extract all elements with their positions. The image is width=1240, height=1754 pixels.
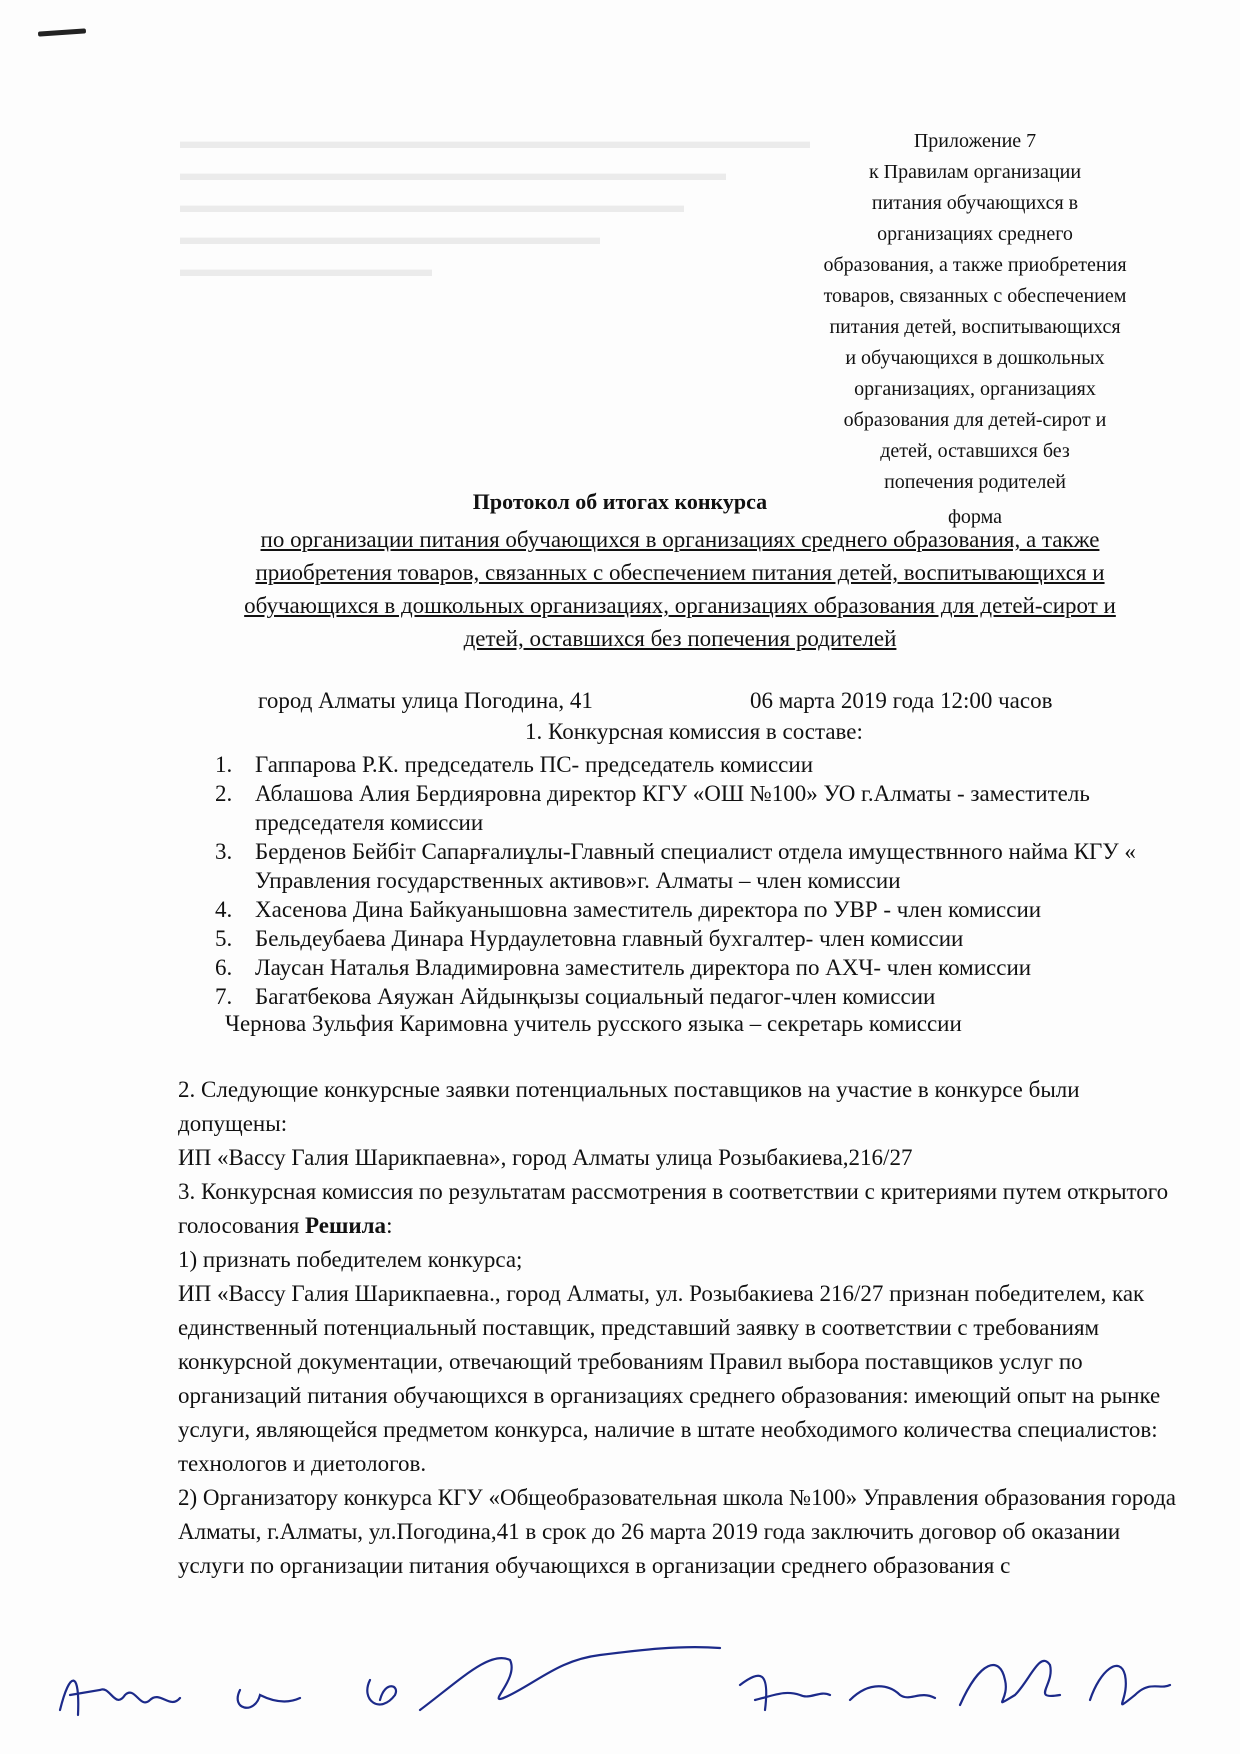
decision-1: 1) признать победителем конкурса;: [178, 1247, 523, 1272]
appendix-line: организациях среднего: [877, 223, 1073, 245]
form-label: форма: [947, 506, 1003, 528]
subtitle-line: детей, оставшихся без попечения родителей: [463, 626, 897, 651]
decision-2: 2) Организатору конкурса КГУ «Общеобразовательная школа №100» Управления образования города Алматы, г.Алматы, ул.Погодина,41 в срок до 26 марта 2019 года заключить договор об оказании услуги по организации питания обучающихся в организации среднего образования с: [178, 1485, 1176, 1578]
admitted-bidder: ИП «Вассу Галия Шарикпаевна», город Алматы улица Розыбакиева,216/27: [178, 1145, 913, 1170]
document-title: Протокол об итогах конкурса: [472, 489, 768, 514]
appendix-note: [800, 126, 1150, 533]
appendix-line: питания детей, воспитывающихся: [829, 316, 1121, 338]
section-2: 2. Следующие конкурсные заявки потенциальных поставщиков на участие в конкурсе были допущены:: [178, 1077, 1080, 1136]
list-item: 3. Берденов Бейбіт Сапарғалиұлы-Главный специалист отдела имуществнного найма КГУ « Управления государственных активов»г. Алматы – член комиссии: [215, 839, 1136, 893]
subtitle-line: обучающихся в дошкольных организациях, организациях образования для детей-сирот и: [244, 593, 1116, 618]
bleed-through-text: ▬▬▬▬▬▬▬▬▬▬▬▬▬▬▬▬▬▬▬▬▬▬▬▬▬▬▬▬▬▬ ▬▬▬▬▬▬▬▬▬▬▬▬▬▬▬▬▬▬▬▬▬▬▬▬▬▬ ▬▬▬▬▬▬▬▬▬▬▬▬▬▬▬▬▬▬▬▬▬▬▬▬ ▬▬▬▬▬▬▬▬▬▬▬▬▬▬▬▬▬▬▬▬ ▬▬▬▬▬▬▬▬▬▬▬▬: [180, 129, 810, 281]
appendix-line: организациях, организациях: [854, 378, 1096, 400]
meeting-place: город Алматы улица Погодина, 41: [258, 688, 593, 713]
list-item: 7. Багатбекова Аяужан Айдынқызы социальный педагог-член комиссии: [215, 984, 936, 1009]
document-subtitle: [200, 523, 1160, 655]
list-item: 2. Аблашова Алия Бердияровна директор КГУ «ОШ №100» УО г.Алматы - заместитель председателя комиссии: [215, 781, 1090, 835]
appendix-line: товаров, связанных с обеспечением: [823, 285, 1127, 307]
appendix-line: питания обучающихся в: [871, 192, 1079, 214]
appendix-line: к Правилам организации: [868, 161, 1082, 183]
appendix-line: Приложение 7: [913, 130, 1037, 152]
commission-secretary: Чернова Зульфия Каримовна учитель русского языка – секретарь комиссии: [225, 1011, 962, 1036]
subtitle-line: по организации питания обучающихся в организациях среднего образования, а также: [260, 527, 1100, 552]
list-item: 5. Бельдеубаева Динара Нурдаулетовна главный бухгалтер- член комиссии: [215, 926, 964, 951]
appendix-line: детей, оставшихся без: [880, 440, 1070, 462]
list-item: 1. Гаппарова Р.К. председатель ПС- председатель комиссии: [215, 752, 814, 777]
scan-mark: [38, 28, 86, 36]
commission-heading: 1. Конкурсная комиссия в составе:: [525, 719, 863, 744]
decision-1-text: ИП «Вассу Галия Шарикпаевна., город Алматы, ул. Розыбакиева 216/27 признан победителем, как единственный потенциальный поставщик, представший заявку в соответствии с требованиям конкурсной документации, отвечающий требованиям Правил выбора поставщиков услуг по организаций питания обучающихся в организациях среднего образования: имеющий опыт на рынке услуги, являющейся предметом конкурса, наличие в штате необходимого количества специалистов: технологов и диетологов.: [178, 1281, 1161, 1476]
appendix-line: попечения родителей: [884, 471, 1066, 493]
appendix-line: образования для детей-сирот и: [843, 409, 1107, 431]
appendix-line: и обучающихся в дошкольных: [845, 347, 1105, 369]
handwritten-signatures: [40, 1640, 1200, 1740]
protocol-body: [178, 1073, 1178, 1583]
list-item: 4. Хасенова Дина Байкуанышовна заместитель директора по УВР - член комиссии: [215, 897, 1042, 922]
decided-word: Решила: [305, 1213, 387, 1238]
meeting-datetime: 06 марта 2019 года 12:00 часов: [750, 688, 1053, 713]
commission-members-list: [215, 750, 1175, 1011]
list-item: 6. Лаусан Наталья Владимировна заместитель директора по АХЧ- член комиссии: [215, 955, 1032, 980]
section-3: 3. Конкурсная комиссия по результатам рассмотрения в соответствии с критериями путем открытого голосования Решила:: [178, 1179, 1169, 1238]
appendix-line: образования, а также приобретения: [823, 254, 1127, 276]
subtitle-line: приобретения товаров, связанных с обеспечением питания детей, воспитывающихся и: [255, 560, 1105, 585]
